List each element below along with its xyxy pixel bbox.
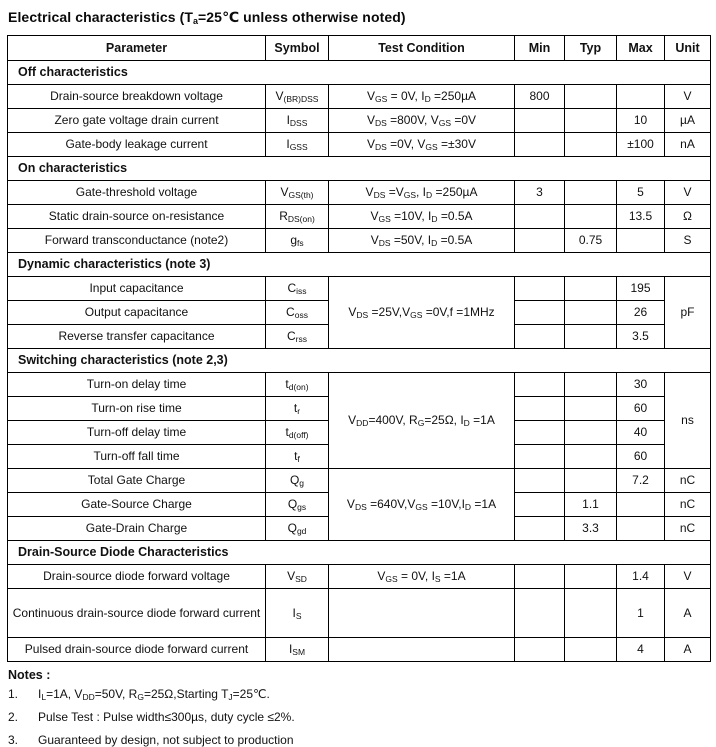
cell-min: [515, 517, 565, 541]
column-header: Parameter: [8, 36, 266, 61]
cell-min: 3: [515, 181, 565, 205]
cell-condition: $V_{DS} =50V$, $I_D =0.5A$: [329, 229, 515, 253]
section-header: Drain-Source Diode Characteristics: [8, 541, 711, 565]
cell-min: [515, 565, 565, 589]
cell-symbol: $C_{rss}$: [266, 325, 329, 349]
cell-typ: [565, 325, 617, 349]
section-header: Dynamic characteristics (note 3): [8, 253, 711, 277]
cell-max: 1.4: [617, 565, 665, 589]
cell-typ: [565, 301, 617, 325]
cell-condition: $V_{DS} =800V$, $V_{GS} =0V$: [329, 109, 515, 133]
cell-parameter: Total Gate Charge: [8, 469, 266, 493]
cell-symbol: $t_f$: [266, 445, 329, 469]
note-number: 2.: [8, 710, 19, 724]
table-row: [8, 373, 711, 397]
cell-max: 26: [617, 301, 665, 325]
section-header-row: [8, 541, 711, 565]
cell-symbol: $C_{iss}$: [266, 277, 329, 301]
cell-parameter: Drain-source diode forward voltage: [8, 565, 266, 589]
cell-typ: [565, 181, 617, 205]
cell-min: [515, 109, 565, 133]
cell-max: 195: [617, 277, 665, 301]
section-header: On characteristics: [8, 157, 711, 181]
column-header: Max: [617, 36, 665, 61]
section-header-row: [8, 61, 711, 85]
cell-typ: [565, 205, 617, 229]
cell-min: [515, 205, 565, 229]
cell-typ: [565, 109, 617, 133]
note-number: 3.: [8, 733, 19, 747]
cell-min: [515, 469, 565, 493]
cell-condition: $V_{DS} =V_{GS}$, $I_D =250\mu A$: [329, 181, 515, 205]
table-body: [8, 61, 711, 662]
cell-max: [617, 517, 665, 541]
cell-parameter: Gate-Source Charge: [8, 493, 266, 517]
cell-parameter: Turn-off delay time: [8, 421, 266, 445]
cell-max: 13.5: [617, 205, 665, 229]
cell-max: ±100: [617, 133, 665, 157]
column-header: Unit: [665, 36, 711, 61]
cell-max: 40: [617, 421, 665, 445]
note-item: [8, 710, 710, 724]
table-row: [8, 469, 711, 493]
cell-symbol: $V_{GS(th)}$: [266, 181, 329, 205]
cell-unit: S: [665, 229, 711, 253]
cell-unit: V: [665, 85, 711, 109]
notes-list: [8, 687, 710, 747]
cell-parameter: Pulsed drain-source diode forward current: [8, 638, 266, 662]
cell-condition: $V_{GS} = 0V$, $I_S =1A$: [329, 565, 515, 589]
cell-min: [515, 301, 565, 325]
table-row: [8, 638, 711, 662]
table-row: [8, 277, 711, 301]
column-header: Min: [515, 36, 565, 61]
cell-max: 60: [617, 397, 665, 421]
cell-min: [515, 397, 565, 421]
cell-symbol: $t_r$: [266, 397, 329, 421]
note-number: 1.: [8, 687, 19, 701]
cell-symbol: $I_S$: [266, 589, 329, 638]
cell-min: [515, 325, 565, 349]
cell-symbol: $Q_{gd}$: [266, 517, 329, 541]
cell-typ: 1.1: [565, 493, 617, 517]
cell-parameter: Reverse transfer capacitance: [8, 325, 266, 349]
cell-min: [515, 589, 565, 638]
electrical-characteristics-table: [7, 35, 711, 662]
cell-symbol: $I_{GSS}$: [266, 133, 329, 157]
cell-parameter: Gate-threshold voltage: [8, 181, 266, 205]
cell-typ: [565, 445, 617, 469]
cell-max: 7.2: [617, 469, 665, 493]
cell-unit: nC: [665, 469, 711, 493]
cell-typ: [565, 565, 617, 589]
cell-parameter: Static drain-source on-resistance: [8, 205, 266, 229]
cell-typ: [565, 589, 617, 638]
cell-typ: [565, 397, 617, 421]
table-row: [8, 565, 711, 589]
cell-symbol: $I_{DSS}$: [266, 109, 329, 133]
cell-symbol: $t_{d(on)}$: [266, 373, 329, 397]
cell-condition: $V_{DS} =25V,V_{GS} =0V,f =1MHz$: [329, 277, 515, 349]
cell-parameter: Turn-off fall time: [8, 445, 266, 469]
column-header: Symbol: [266, 36, 329, 61]
table-header-row: [8, 36, 711, 61]
table-row: [8, 589, 711, 638]
cell-parameter: Turn-on delay time: [8, 373, 266, 397]
cell-typ: 0.75: [565, 229, 617, 253]
table-row: [8, 133, 711, 157]
cell-unit: Ω: [665, 205, 711, 229]
note-text: Guaranteed by design, not subject to production: [38, 733, 294, 747]
cell-condition: $V_{DS} =0V$, $V_{GS} =\pm 30V$: [329, 133, 515, 157]
cell-parameter: Forward transconductance (note2): [8, 229, 266, 253]
cell-typ: [565, 277, 617, 301]
table-row: [8, 109, 711, 133]
table-row: [8, 229, 711, 253]
cell-condition: $V_{DS} =640V,V_{GS} =10V,I_D =1A$: [329, 469, 515, 541]
cell-max: [617, 229, 665, 253]
cell-max: 1: [617, 589, 665, 638]
column-header: Typ: [565, 36, 617, 61]
cell-unit: A: [665, 638, 711, 662]
cell-typ: [565, 373, 617, 397]
cell-max: 4: [617, 638, 665, 662]
column-header: Test Condition: [329, 36, 515, 61]
cell-unit: ns: [665, 373, 711, 469]
cell-symbol: $I_{SM}$: [266, 638, 329, 662]
cell-min: [515, 373, 565, 397]
cell-unit: pF: [665, 277, 711, 349]
cell-symbol: $V_{(BR)DSS}$: [266, 85, 329, 109]
cell-condition: $V_{DD}=400V$, $R_G=25\Omega$, $I_D =1A$: [329, 373, 515, 469]
cell-typ: [565, 469, 617, 493]
cell-typ: [565, 133, 617, 157]
cell-unit: nA: [665, 133, 711, 157]
cell-parameter: Input capacitance: [8, 277, 266, 301]
cell-condition: $V_{GS} = 0V$, $I_D =250\mu A$: [329, 85, 515, 109]
cell-max: 3.5: [617, 325, 665, 349]
cell-min: [515, 493, 565, 517]
cell-parameter: Turn-on rise time: [8, 397, 266, 421]
section-header-row: [8, 157, 711, 181]
cell-symbol: $Q_g$: [266, 469, 329, 493]
notes-heading: Notes :: [8, 668, 51, 682]
note-text: $I_L=1A$, $V_{DD}=50V$, $R_G=25\Omega,Starting$ $T_J=25℃$.: [38, 687, 270, 702]
cell-max: [617, 85, 665, 109]
cell-min: [515, 133, 565, 157]
cell-unit: nC: [665, 493, 711, 517]
cell-symbol: $V_{SD}$: [266, 565, 329, 589]
cell-condition: [329, 589, 515, 638]
notes-section: [8, 668, 710, 747]
cell-unit: A: [665, 589, 711, 638]
table-row: [8, 181, 711, 205]
cell-max: 30: [617, 373, 665, 397]
cell-max: [617, 493, 665, 517]
cell-parameter: Output capacitance: [8, 301, 266, 325]
section-header-row: [8, 349, 711, 373]
cell-max: 60: [617, 445, 665, 469]
cell-parameter: Drain-source breakdown voltage: [8, 85, 266, 109]
cell-symbol: $R_{DS(on)}$: [266, 205, 329, 229]
section-header: Off characteristics: [8, 61, 711, 85]
cell-unit: V: [665, 565, 711, 589]
cell-unit: µA: [665, 109, 711, 133]
page-title: Electrical characteristics ($T_a=25℃$ unless otherwise noted): [8, 9, 406, 26]
cell-max: 10: [617, 109, 665, 133]
cell-min: [515, 421, 565, 445]
cell-symbol: $g_{fs}$: [266, 229, 329, 253]
note-text: Pulse Test : Pulse width≤300µs, duty cycle ≤2%.: [38, 710, 295, 724]
section-header-row: [8, 253, 711, 277]
cell-parameter: Continuous drain-source diode forward current: [8, 589, 266, 638]
cell-min: [515, 445, 565, 469]
section-header: Switching characteristics (note 2,3): [8, 349, 711, 373]
note-item: [8, 687, 710, 701]
cell-parameter: Gate-body leakage current: [8, 133, 266, 157]
cell-min: [515, 277, 565, 301]
table-row: [8, 205, 711, 229]
cell-min: [515, 229, 565, 253]
cell-max: 5: [617, 181, 665, 205]
cell-symbol: $C_{oss}$: [266, 301, 329, 325]
cell-typ: [565, 421, 617, 445]
table-row: [8, 85, 711, 109]
cell-unit: V: [665, 181, 711, 205]
note-item: [8, 733, 710, 747]
cell-typ: [565, 638, 617, 662]
cell-unit: nC: [665, 517, 711, 541]
cell-condition: [329, 638, 515, 662]
cell-typ: 3.3: [565, 517, 617, 541]
cell-condition: $V_{GS} =10V$, $I_D =0.5A$: [329, 205, 515, 229]
cell-min: [515, 638, 565, 662]
cell-parameter: Zero gate voltage drain current: [8, 109, 266, 133]
cell-typ: [565, 85, 617, 109]
cell-min: 800: [515, 85, 565, 109]
cell-symbol: $t_{d(off)}$: [266, 421, 329, 445]
cell-symbol: $Q_{gs}$: [266, 493, 329, 517]
cell-parameter: Gate-Drain Charge: [8, 517, 266, 541]
